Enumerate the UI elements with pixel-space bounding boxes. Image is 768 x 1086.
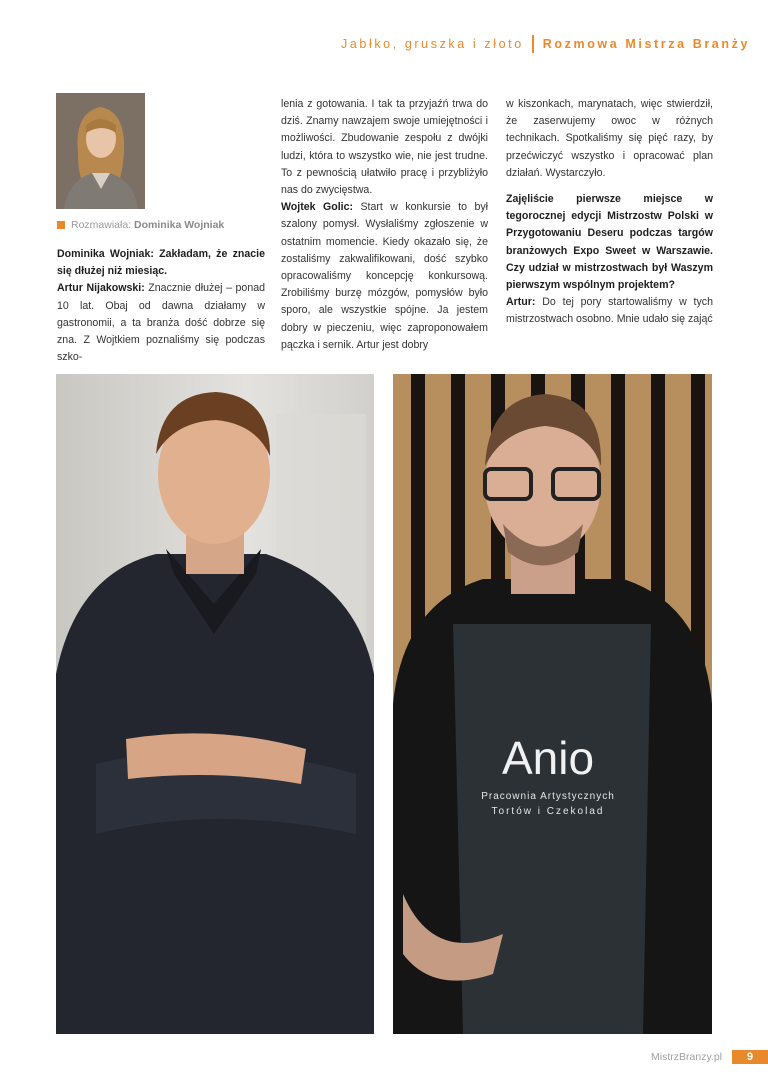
photo-chef-artur — [56, 374, 374, 1034]
site-name: MistrzBranzy.pl — [651, 1051, 722, 1063]
answer-3-text: Do tej pory startowaliśmy w tych mistrzostwach osobno. Mnie udało się zająć — [506, 296, 713, 326]
speaker-artur-short: Artur: — [506, 296, 536, 309]
column-title: Rozmowa Mistrza Branży — [542, 37, 750, 51]
answer-1-continued: lenia z gotowania. I tak ta przyjaźń trwa do dziś. Znamy nawzajem swoje umiejętności i możliwości. Zbudowanie zespołu z dwójki ludzi, która to wszystko wie, nie jest trudne. To z pewnością ułatwiło pracę i przybliżyło nas do zwycięstwa. — [281, 98, 488, 197]
answer-2-continued: w kiszonkach, marynatach, więc stwierdził, że zaserwujemy owoc w różnych technikach. Spotkaliśmy się pięć razy, by przećwiczyć wszystko i opracować plan działań. Wystarczyło. — [506, 98, 713, 179]
orange-square-icon — [57, 221, 65, 229]
interviewer-portrait — [56, 93, 145, 209]
credit-label: Rozmawiała: — [71, 219, 132, 231]
page-footer — [651, 1050, 768, 1064]
interviewer-credit — [57, 219, 224, 231]
apron-line-1: Pracownia Artystycznych — [481, 791, 615, 802]
page-number: 9 — [732, 1050, 768, 1064]
article-column-1 — [57, 246, 265, 366]
running-header — [341, 34, 750, 54]
header-divider — [532, 35, 534, 53]
answer-1-text: Znacznie dłużej – ponad 10 lat. Obaj od dawna działamy w gastronomii, a ta branża dość dobrze się zna. Z Wojtkiem poznaliśmy się podczas szko- — [57, 282, 266, 364]
question-1: Dominika Wojniak: Zakładam, że znacie się dłużej niż miesiąc. — [57, 248, 265, 278]
apron-logo-text: Anio — [501, 732, 595, 784]
section-title: Jabłko, gruszka i złoto — [340, 37, 524, 51]
apron-line-2: Tortów i Czekolad — [491, 806, 605, 817]
speaker-wojtek: Wojtek Golic: — [281, 201, 353, 214]
speaker-artur: Artur Nijakowski: — [57, 282, 145, 295]
photo-chef-wojtek — [393, 374, 712, 1034]
credit-name: Dominika Wojniak — [134, 219, 225, 231]
article-column-3 — [506, 96, 713, 329]
question-2: Zajęliście pierwsze miejsce w tegorocznej edycji Mistrzostw Polski w Przygotowaniu Deseru podczas targów branżowych Expo Sweet w Warszawie. Czy udział w mistrzostwach był Waszym pierwszym wspólnym projektem? — [506, 193, 713, 292]
article-column-2 — [281, 96, 488, 354]
answer-2-text: Start w konkursie to był szalony pomysł. Wysłaliśmy zgłoszenie w ostatnim momencie. Kiedy okazało się, że zostaliśmy zakwalifikowani, dość szybko opracowaliśmy koncepcję konkursową. Zrobiliśmy burzę mózgów, pomysłów było sporo, ale wszystkie spójne. Ja jestem dobry w pieczeniu, więc zaproponowałem pączka i sernik. Artur jest dobry — [281, 201, 488, 351]
